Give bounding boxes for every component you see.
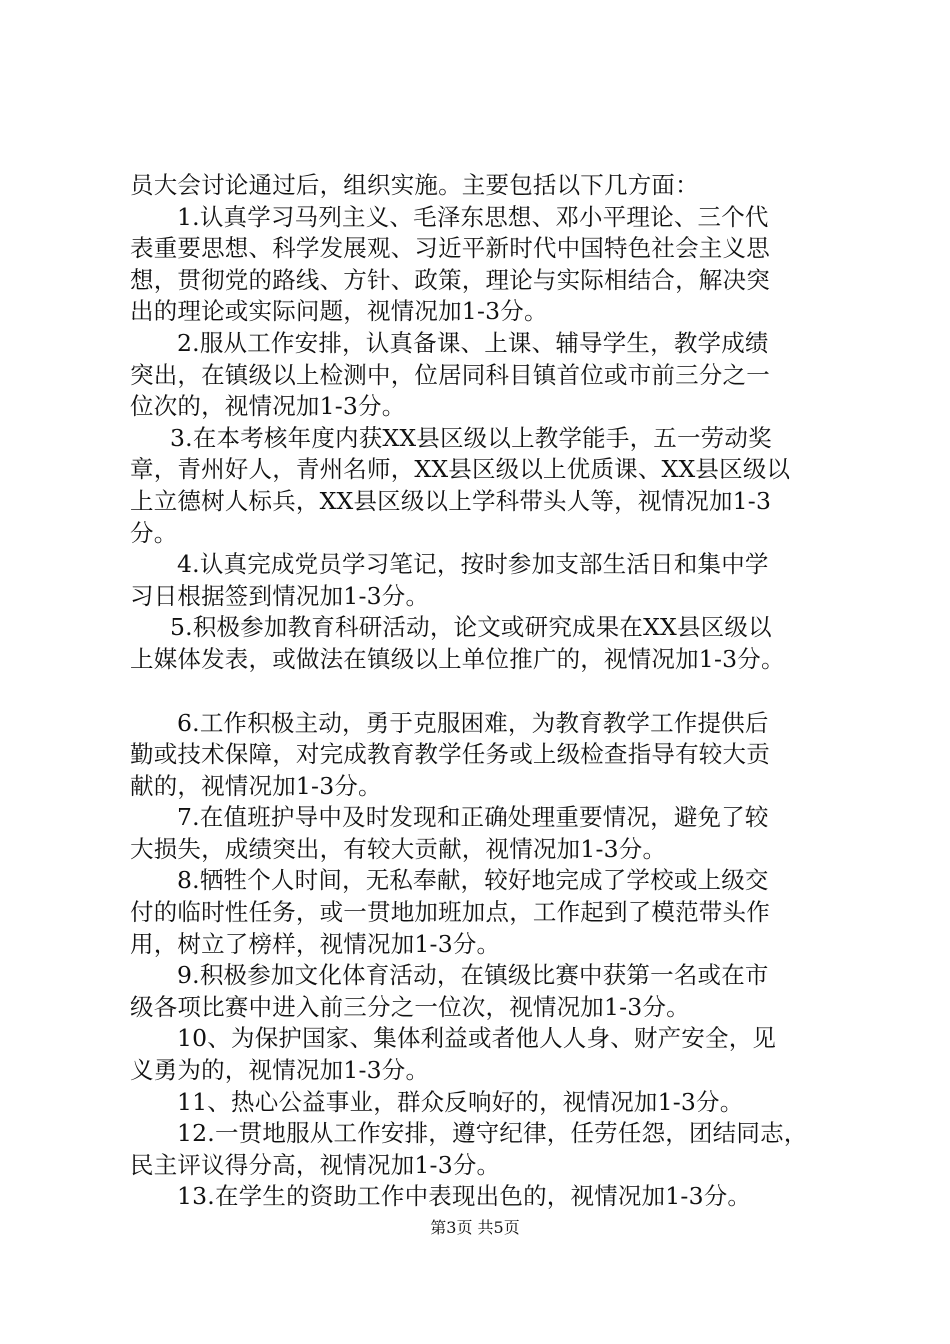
paragraph-line: 勤或技术保障，对完成教育教学任务或上级检查指导有较大贡 [130, 740, 770, 769]
paragraph-line: 想，贯彻党的路线、方针、政策，理论与实际相结合，解决突 [130, 265, 770, 294]
paragraph-line: 13.在学生的资助工作中表现出色的，视情况加1-3分。 [177, 1182, 752, 1211]
paragraph-line: 献的，视情况加1-3分。 [130, 771, 382, 800]
paragraph-line: 6.工作积极主动，勇于克服困难，为教育教学工作提供后 [177, 708, 769, 737]
paragraph-line: 7.在值班护导中及时发现和正确处理重要情况，避免了较 [177, 803, 769, 832]
paragraph-line: 上立德树人标兵，XX县区级以上学科带头人等，视情况加1-3 [130, 486, 772, 515]
paragraph-line: 1.认真学习马列主义、毛泽东思想、邓小平理论、三个代 [177, 202, 769, 231]
paragraph-line: 10、为保护国家、集体利益或者他人人身、财产安全，见 [177, 1024, 777, 1053]
paragraph-line: 9.积极参加文化体育活动，在镇级比赛中获第一名或在市 [177, 961, 769, 990]
paragraph-line: 付的临时性任务，或一贯地加班加点，工作起到了模范带头作 [130, 898, 770, 927]
page-footer: 第3页 共5页 [430, 1218, 520, 1237]
paragraph-line: 位次的，视情况加1-3分。 [130, 392, 406, 421]
paragraph-gap [130, 676, 830, 708]
paragraph-line: 义勇为的，视情况加1-3分。 [130, 1056, 430, 1085]
paragraph-line: 3.在本考核年度内获XX县区级以上教学能手，五一劳动奖 [170, 423, 772, 452]
paragraph-line: 上媒体发表，或做法在镇级以上单位推广的，视情况加1-3分。 [130, 644, 785, 673]
paragraph-line: 4.认真完成党员学习笔记，按时参加支部生活日和集中学 [177, 550, 769, 579]
paragraph-line: 突出，在镇级以上检测中，位居同科目镇首位或市前三分之一 [130, 360, 770, 389]
paragraph-line: 民主评议得分高，视情况加1-3分。 [130, 1150, 501, 1179]
paragraph-line: 员大会讨论通过后，组织实施。主要包括以下几方面： [130, 171, 699, 199]
paragraph-line: 8.牺牲个人时间，无私奉献，较好地完成了学校或上级交 [177, 866, 769, 895]
paragraph-line: 习日根据签到情况加1-3分。 [130, 581, 430, 610]
paragraph-line: 大损失，成绩突出，有较大贡献，视情况加1-3分。 [130, 834, 667, 863]
paragraph-line: 用，树立了榜样，视情况加1-3分。 [130, 929, 501, 958]
paragraph-line: 12.一贯地服从工作安排，遵守纪律，任劳任怨，团结同志， [177, 1119, 808, 1148]
paragraph-line: 5.积极参加教育科研活动，论文或研究成果在XX县区级以 [170, 613, 772, 642]
paragraph-line: 11、热心公益事业，群众反响好的，视情况加1-3分。 [177, 1087, 744, 1116]
paragraph-line: 级各项比赛中进入前三分之一位次，视情况加1-3分。 [130, 992, 690, 1021]
paragraph-line: 出的理论或实际问题，视情况加1-3分。 [130, 297, 548, 326]
document-body [130, 170, 830, 1213]
paragraph-line: 2.服从工作安排，认真备课、上课、辅导学生，教学成绩 [177, 328, 769, 357]
paragraph-line: 章，青州好人，青州名师，XX县区级以上优质课、XX县区级以 [130, 455, 791, 484]
paragraph-line: 表重要思想、科学发展观、习近平新时代中国特色社会主义思 [130, 234, 770, 263]
paragraph-line: 分。 [130, 518, 178, 547]
